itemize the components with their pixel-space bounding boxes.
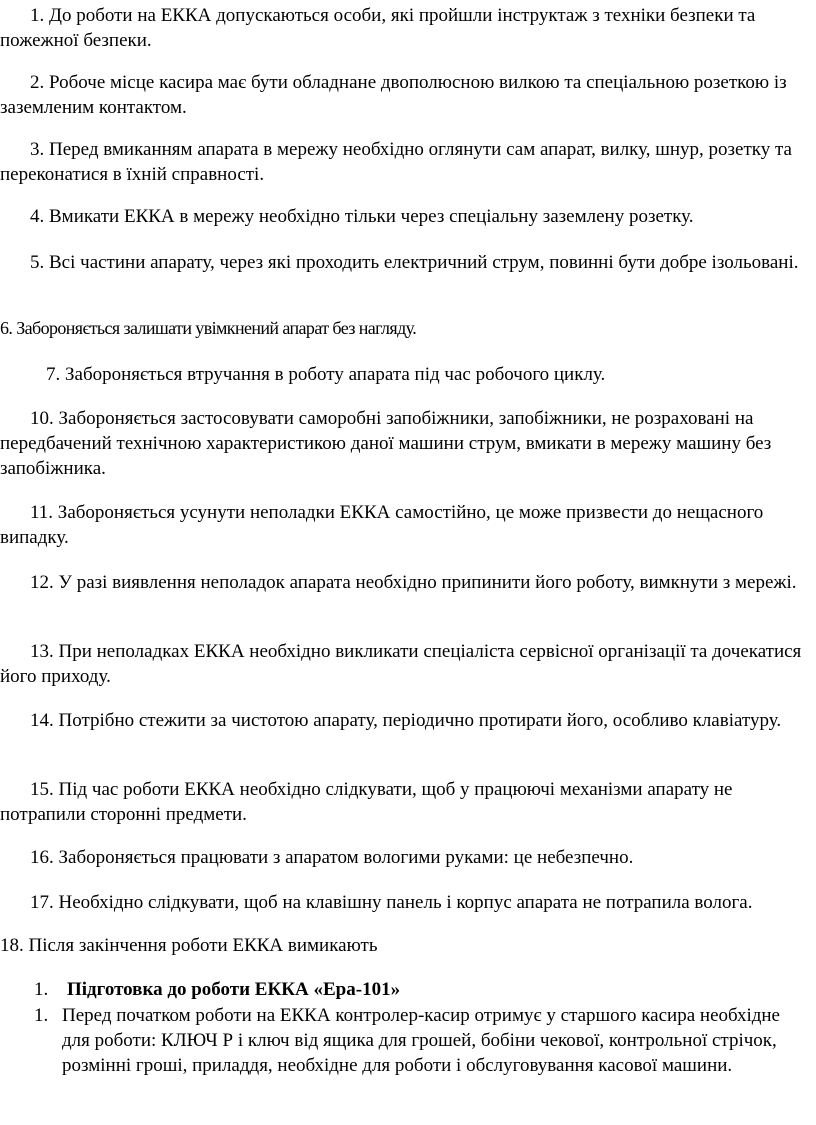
paragraph-4: 4. Вмикати ЕККА в мережу необхідно тільки через спеціальну заземлену розетку. xyxy=(30,206,694,227)
paragraph-16: 16. Забороняється працювати з апаратом вологими руками: це небезпечно. xyxy=(30,847,634,868)
paragraph-7: 7. Забороняється втручання в роботу апарата під час робочого циклу. xyxy=(46,364,606,385)
list-item xyxy=(0,1003,812,1078)
paragraph-17: 17. Необхідно слідкувати, щоб на клавішну панель і корпус апарата не потрапила волога. xyxy=(30,892,753,913)
paragraph-6: 6. Забороняється залишати увімкнений апарат без нагляду. xyxy=(0,318,417,338)
paragraph-5: 5. Всі частини апарату, через які проходить електричний струм, повинні бути добре ізольовані. xyxy=(30,252,799,273)
paragraph-11: 11. Забороняється усунути неполадки ЕККА самостійно, це може призвести до нещасного випадку. xyxy=(0,502,764,548)
paragraph-1: 1. До роботи на ЕККА допускаються особи, які пройшли інструктаж з техніки безпеки та пожежної безпеки. xyxy=(0,5,756,51)
paragraph-10: 10. Забороняється застосовувати саморобні запобіжники, запобіжники, не розраховані на передбачений технічною характеристикою даної машини струм, вмикати в мережу машину без запобіжника. xyxy=(0,408,772,479)
list-number: 1. xyxy=(34,979,49,1000)
paragraph-18: 18. Після закінчення роботи ЕККА вимикають xyxy=(0,935,378,956)
paragraph-13: 13. При неполадках ЕККА необхідно викликати спеціаліста сервісної організації та дочекатися його приходу. xyxy=(0,641,802,687)
paragraph-3: 3. Перед вмиканням апарата в мережу необхідно оглянути сам апарат, вилку, шнур, розетку та переконатися в їхній справності. xyxy=(0,139,792,185)
paragraph-14: 14. Потрібно стежити за чистотою апарату, періодично протирати його, особливо клавіатуру. xyxy=(30,710,782,731)
list-item-text: Перед початком роботи на ЕККА контролер-касир отримує у старшого касира необхідне для роботи: КЛЮЧ Р і ключ від ящика для грошей, бобіни чекової, контрольної стрічок, розмінні гроші, приладдя, необхідне для роботи і обслуговування касової машини. xyxy=(62,1005,780,1076)
list-number: 1. xyxy=(34,1005,49,1026)
paragraph-12: 12. У разі виявлення неполадок апарата необхідно припинити його роботу, вимкнути з мережі. xyxy=(30,572,797,593)
list-item-heading xyxy=(0,977,812,1002)
paragraph-2: 2. Робоче місце касира має бути обладнане двополюсною вилкою та спеціальною розеткою із заземленим контактом. xyxy=(0,72,787,118)
paragraph-15: 15. Під час роботи ЕККА необхідно слідкувати, щоб у працюючі механізми апарату не потрапили сторонні предмети. xyxy=(0,779,733,825)
section-heading: Підготовка до роботи ЕККА «Ера-101» xyxy=(67,979,401,1000)
